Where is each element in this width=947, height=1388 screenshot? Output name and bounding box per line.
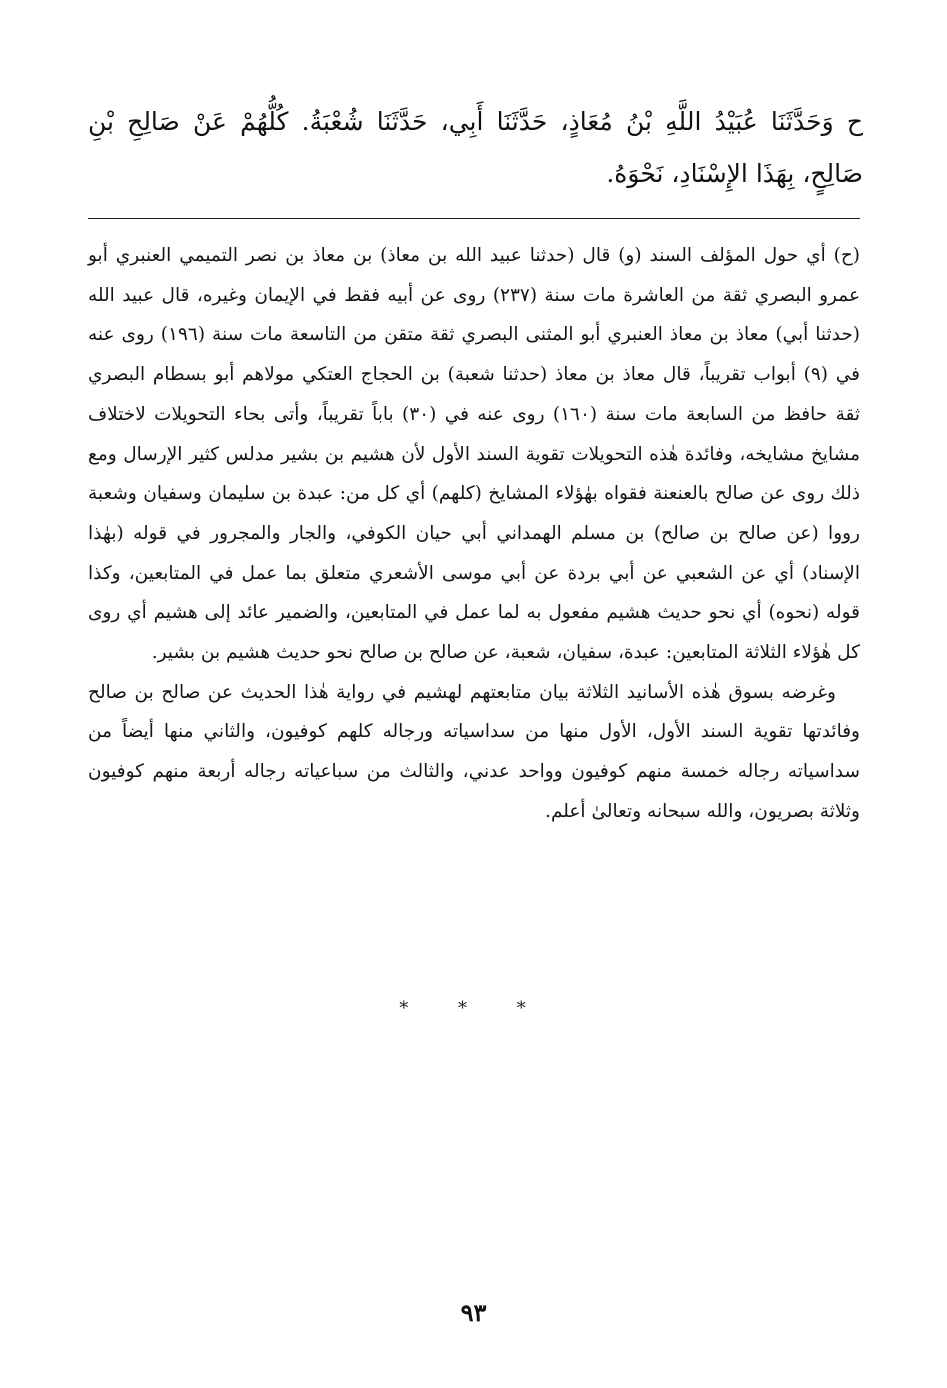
section-separator-stars: * * * bbox=[399, 998, 548, 1019]
footnote-divider bbox=[88, 218, 860, 219]
commentary-section bbox=[88, 236, 860, 832]
commentary-paragraph-2: وغرضه بسوق هٰذه الأسانيد الثلاثة بيان متابعتهم لهشيم في رواية هٰذا الحديث عن صالح بن صالح وفائدتها تقوية السند الأول، الأول منها من سداسياته ورجاله كلهم كوفيون، والثاني منها أيضاً من سداسياته رجاله خمسة منهم كوفيون وواحد عدني، والثالث من سباعياته رجاله أربعة منهم كوفيون وثلاثة بصريون، والله سبحانه وتعالىٰ أعلم. bbox=[88, 681, 860, 822]
hadith-text: ح وَحَدَّثَنَا عُبَيْدُ اللَّهِ بْنُ مُعَاذٍ، حَدَّثَنَا أَبِي، حَدَّثَنَا شُعْبَةُ. كُلُّهُمْ عَنْ صَالِحِ بْنِ صَالِحٍ، بِهَذَا الإِسْنَادِ، نَحْوَهُ. bbox=[88, 107, 863, 188]
page-number: ٩٣ bbox=[460, 1298, 487, 1327]
commentary-paragraph-1: (ح) أي حول المؤلف السند (و) قال (حدثنا عبيد الله بن معاذ) بن معاذ بن نصر التميمي العنبري أبو عمرو البصري ثقة من العاشرة مات سنة (٢٣٧) روى عن أبيه فقط في الإيمان وغيره، قال عبيد الله (حدثنا أبي) معاذ بن معاذ العنبري أبو المثنى البصري ثقة متقن من التاسعة مات سنة (١٩٦) روى عنه في (٩) أبواب تقريباً، قال معاذ بن معاذ (حدثنا شعبة) بن الحجاج العتكي مولاهم أبو بسطام البصري ثقة حافظ من السابعة مات سنة (١٦٠) روى عنه في (٣٠) باباً تقريباً، وأتى بحاء التحويلات لاختلاف مشايخ مشايخه، وفائدة هٰذه التحويلات تقوية السند الأول لأن هشيم بن بشير مدلس كثير الإرسال ومع ذلك روى عن صالح بالعنعنة فقواه بهٰؤلاء المشايخ (كلهم) أي كل من: عبدة بن سليمان وسفيان وشعبة رووا (عن صالح بن صالح) بن مسلم الهمداني أبي حيان الكوفي، والجار والمجرور في قوله (بهٰذا الإسناد) أي عن الشعبي عن أبي بردة عن أبي موسى الأشعري متعلق بما عمل في المتابعين، وكذا قوله (نحوه) أي نحو حديث هشيم مفعول به لما عمل في المتابعين، والضمير عائد إلى هشيم أي روى كل هٰؤلاء الثلاثة المتابعين: عبدة، سفيان، شعبة، عن صالح بن صالح نحو حديث هشيم بن بشير. bbox=[88, 245, 861, 664]
